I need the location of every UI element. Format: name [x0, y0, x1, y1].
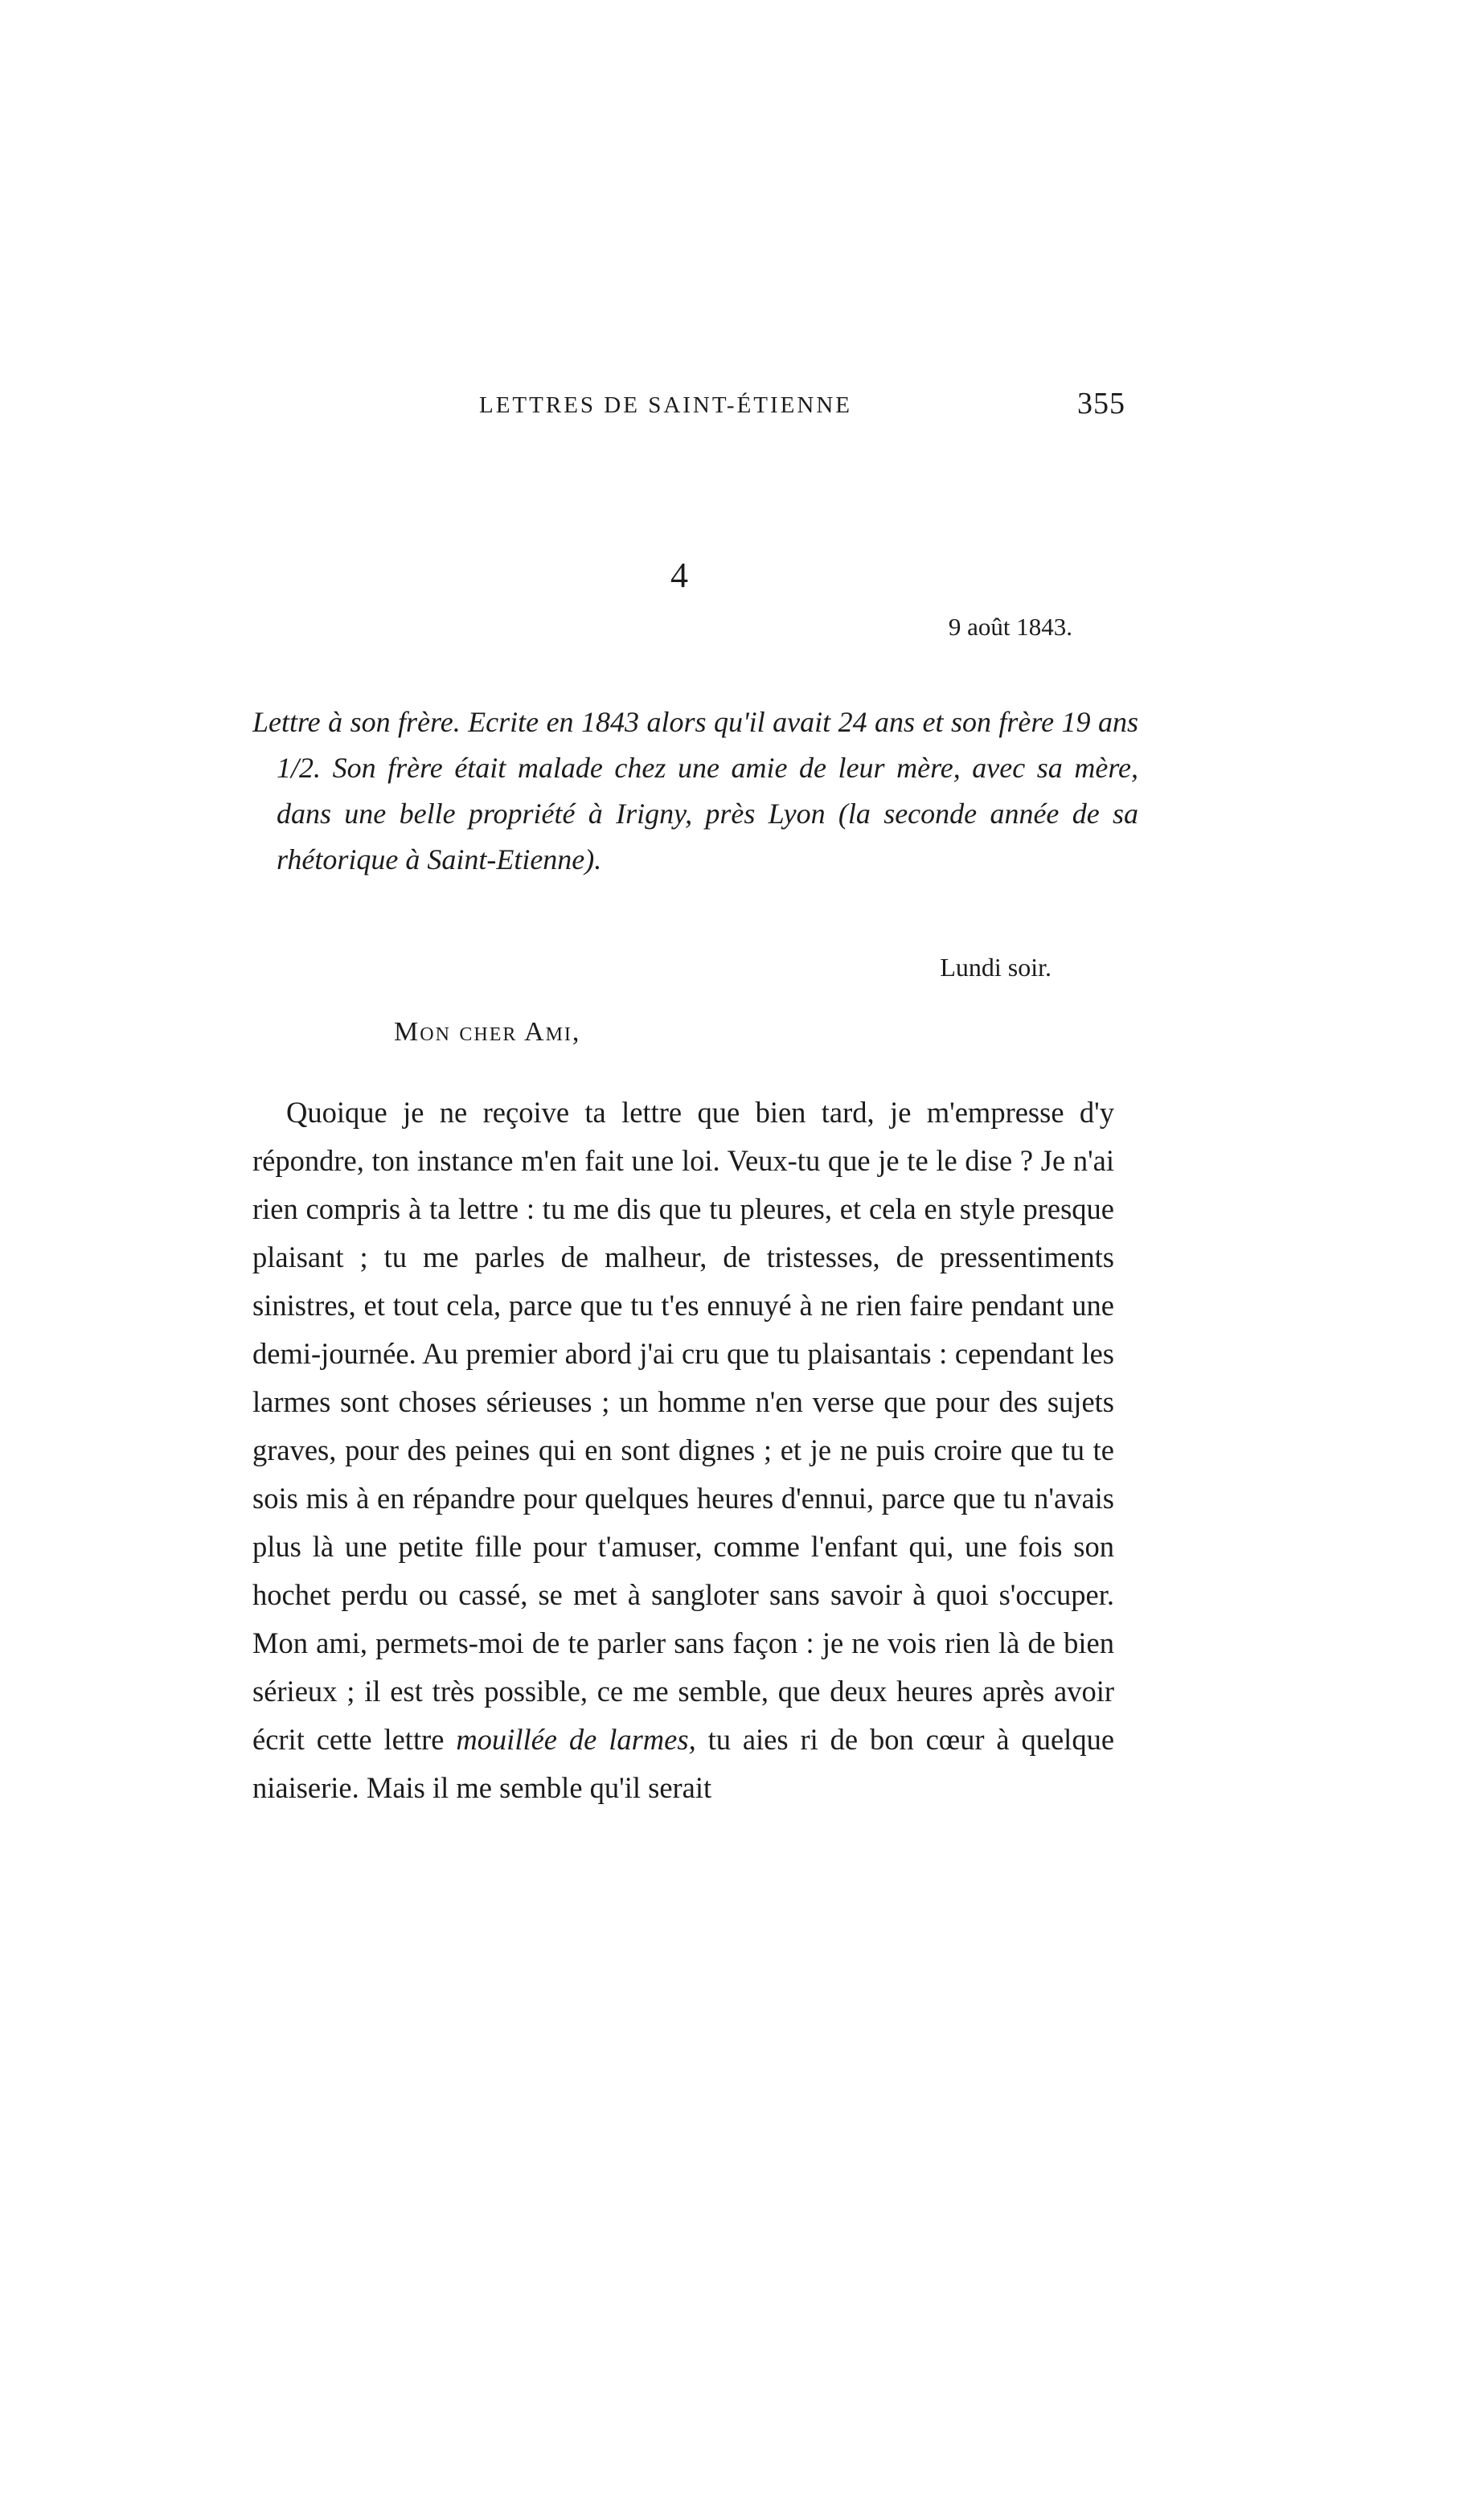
letter-salutation: Mon cher Ami, [394, 1017, 581, 1047]
letter-intro: Lettre à son frère. Ecrite en 1843 alors qu'il avait 24 ans et son frère 19 ans 1/2. Son frère était malade chez une amie de leur mère, avec sa mère, dans une belle propriété à Irigny, près Lyon (la seconde année de sa rhétorique à Saint-Etienne). [252, 706, 1138, 876]
letter-body [252, 1089, 1114, 1812]
body-text-part-2: tu aies ri de bon cœur à quelque niaiserie. Mais il me semble qu'il serait [252, 1723, 1115, 1804]
body-italic-phrase: mouillée de larmes, [456, 1723, 696, 1756]
running-title: LETTRES DE SAINT-ÉTIENNE [479, 392, 852, 418]
page-header [479, 387, 1125, 433]
letter-date: 9 août 1843. [948, 613, 1072, 641]
letter-day: Lundi soir. [940, 953, 1052, 982]
body-text-part-1: Quoique je ne reçoive ta lettre que bien tard, je m'empresse d'y répondre, ton instance m'en fait une loi. Veux-tu que je te le dise ? Je n'ai rien compris à ta lettre : tu me dis que tu pleures, et cela en style presque plaisant ; tu me parles de malheur, de tristesses, de pressentiments sinistres, et tout cela, parce que tu t'es ennuyé à ne rien faire pendant une demi-journée. Au premier abord j'ai cru que tu plaisantais : cependant les larmes sont choses sérieuses ; un homme n'en verse que pour des sujets graves, pour des peines qui en sont dignes ; et je ne puis croire que tu te sois mis à en répandre pour quelques heures d'ennui, parce que tu n'avais plus là une petite fille pour t'amuser, comme l'enfant qui, une fois son hochet perdu ou cassé, se met à sangloter sans savoir à quoi s'occuper. Mon ami, permets-moi de te parler sans façon : je ne vois rien là de bien sérieux ; il est très possible, ce me semble, que deux heures après avoir écrit cette lettre [252, 1096, 1114, 1756]
page-number: 355 [1077, 387, 1125, 420]
letter-number: 4 [670, 556, 688, 595]
